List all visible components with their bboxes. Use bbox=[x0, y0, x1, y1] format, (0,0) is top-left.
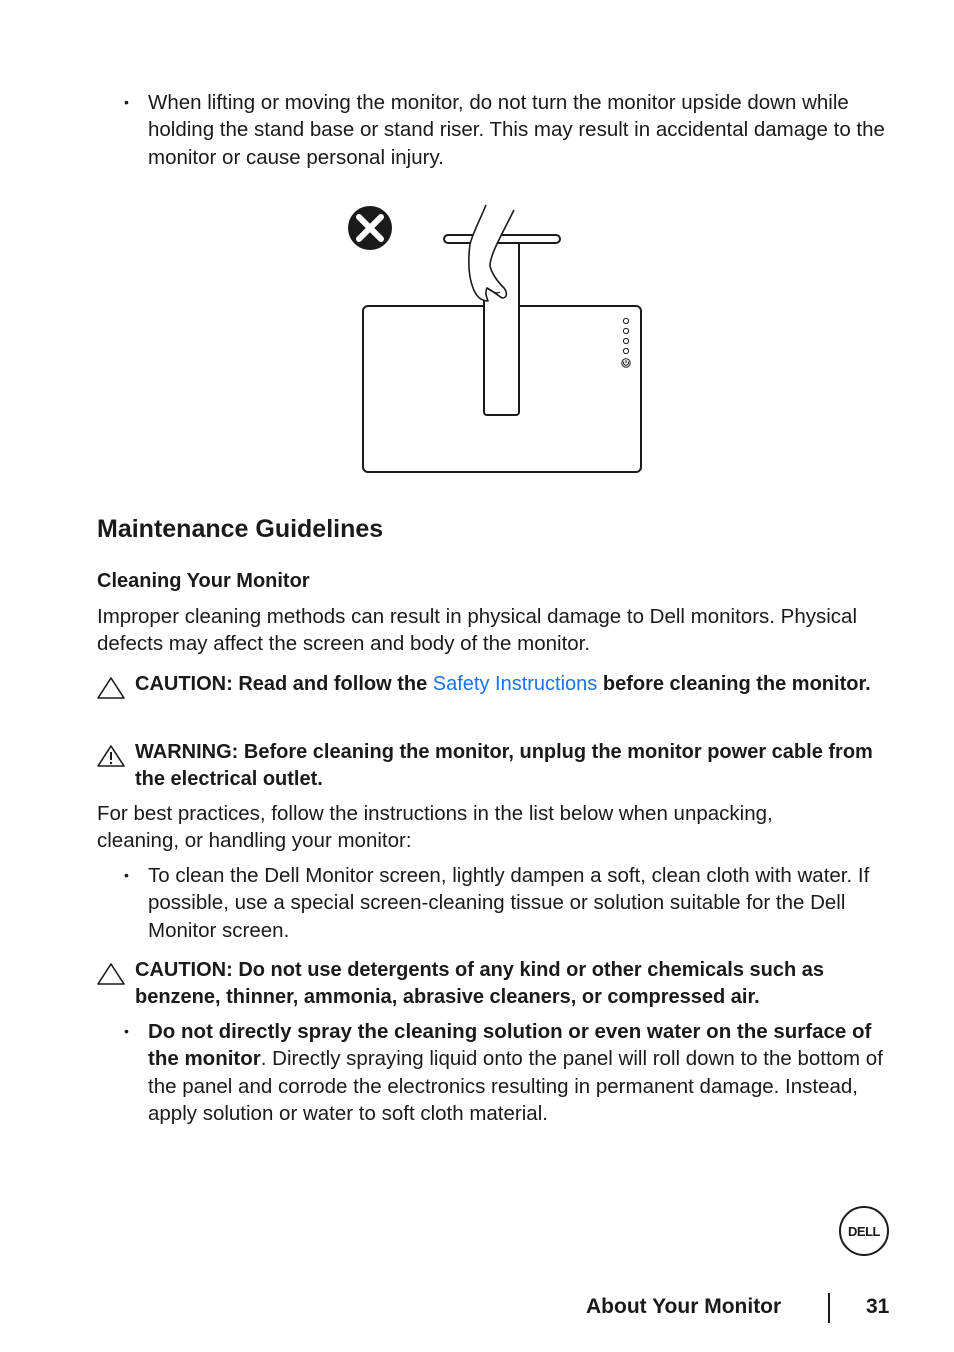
x-circle-icon bbox=[348, 206, 392, 250]
section-subtitle: Cleaning Your Monitor bbox=[97, 570, 310, 592]
bullet-marker: • bbox=[124, 1023, 129, 1039]
bullet-clean-text: To clean the Dell Monitor screen, lightly dampen a soft, clean cloth with water. If possible, use a special screen-cleaning tissue or solution suitable for the Dell Monitor screen. bbox=[148, 864, 870, 942]
bullet-lift-text: When lifting or moving the monitor, do not turn the monitor upside down while holding the stand base or stand riser. This may result in accidental damage to the monitor or cause personal injury. bbox=[148, 91, 885, 169]
safety-instructions-link[interactable]: Safety Instructions bbox=[432, 673, 598, 695]
stand-base bbox=[444, 235, 560, 243]
footer-divider bbox=[828, 1293, 830, 1323]
caution-triangle-icon bbox=[96, 676, 126, 700]
section-intro: Improper cleaning methods can result in physical damage to Dell monitors. Physical defects may affect the screen and body of the monitor. bbox=[97, 605, 858, 656]
dell-logo-icon bbox=[839, 1206, 889, 1256]
caution-text bbox=[135, 671, 895, 698]
monitor-lift-illustration bbox=[340, 200, 650, 480]
dell-logo-text: DELL bbox=[848, 1223, 880, 1239]
best-practices-text: For best practices, follow the instructions in the list below when unpacking, cleaning, or handling your monitor: bbox=[97, 802, 773, 853]
caution-text: CAUTION: Do not use detergents of any kind or other chemicals such as benzene, thinner, ammonia, abrasive cleaners, or compressed air. bbox=[135, 959, 825, 1009]
bullet-marker: • bbox=[124, 94, 129, 110]
footer-title: About Your Monitor bbox=[586, 1295, 782, 1318]
caution-triangle-icon bbox=[96, 962, 126, 986]
section-title: Maintenance Guidelines bbox=[97, 515, 384, 543]
bullet-spray-rest: . Directly spraying liquid onto the panel will roll down to the bottom of the panel and corrode the electronics resulting in permanent damage. Instead, apply solution or water to soft cloth material. bbox=[148, 1047, 883, 1125]
warning-text: WARNING: Before cleaning the monitor, unplug the monitor power cable from the electrical outlet. bbox=[135, 741, 873, 791]
caution-suffix: before cleaning the monitor. bbox=[597, 673, 871, 695]
warning-triangle-icon bbox=[96, 744, 126, 768]
bullet-spray-bold: Do not directly spray the cleaning solution or even water on the surface of the monitor bbox=[148, 1020, 872, 1071]
bullet-marker: • bbox=[124, 867, 129, 883]
bullet-spray-text bbox=[148, 1018, 893, 1127]
page-number: 31 bbox=[866, 1295, 890, 1318]
caution-prefix: CAUTION: Read and follow the bbox=[135, 673, 433, 695]
